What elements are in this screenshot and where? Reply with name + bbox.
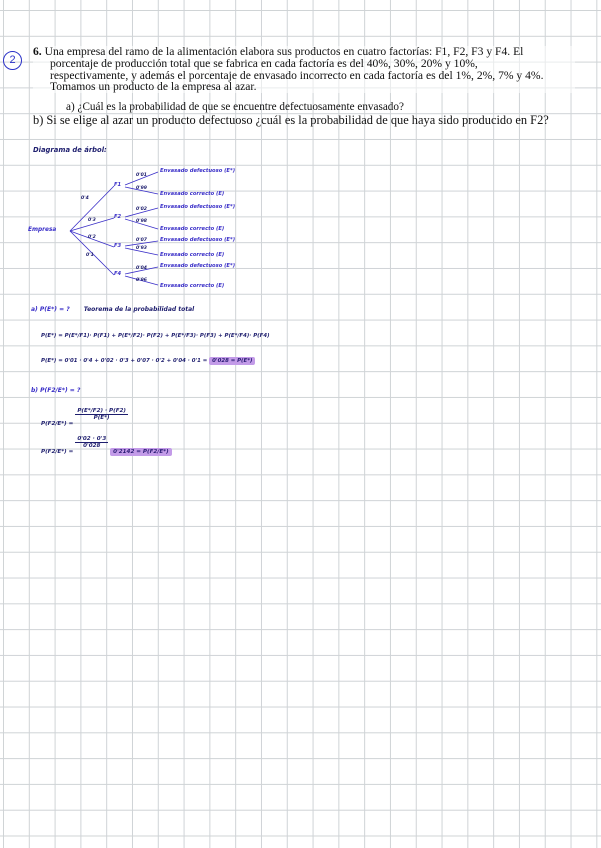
factory-f1: F1 [114,182,122,188]
question-number-circle: 2 [3,51,22,70]
branch-p-f2: 0'3 [88,218,96,223]
part-a-note: Teorema de la probabilidad total [83,306,195,313]
ok-p-f2: 0'98 [136,219,147,224]
part-b-label: b) P(F2/E*) = ? [31,387,81,394]
problem-line-3: respectivamente, y además el porcentaje de envasado incorrecto en cada factoría es del 1%, 2%, 7% y 4%. [50,68,544,82]
ok-p-f1: 0'99 [136,186,147,191]
leaf-4: Envasado correcto (E) [160,226,225,232]
factory-f3: F3 [114,243,122,249]
tree-root: Empresa [28,227,57,233]
defect-p-f2: 0'02 [136,207,147,212]
problem-line-2: porcentaje de producción total que se fabrica en cada factoría es del 40%, 30%, 20% y 10%, [50,56,478,70]
problem-statement [33,46,575,93]
bayes-lhs: P(F2/E*) = [41,421,74,427]
defect-p-f3: 0'07 [136,238,147,243]
result-a-highlight: 0'028 = P(E*) [209,357,255,365]
defect-p-f1: 0'01 [136,173,147,178]
defect-p-f4: 0'04 [136,266,147,271]
question-a: a) ¿Cuál es la probabilidad de que se encuentre defectuosamente envasado? [66,101,404,113]
leaf-1: Envasado defectuoso (E*) [160,168,236,174]
branch-p-f3: 0'2 [88,235,96,240]
bayes-numerator: P(E*/F2) · P(F2) [77,408,126,414]
ok-p-f3: 0'93 [136,246,147,251]
bayes-calculation [41,436,172,455]
factory-f4: F4 [114,271,122,277]
problem-number: 6. [33,45,42,58]
question-b: b) Si se elige al azar un producto defectuoso ¿cuál es la probabilidad de que haya sido producido en F2? [33,113,549,127]
factory-f2: F2 [114,214,122,220]
ok-p-f4: 0'96 [136,278,147,283]
calc-b-fraction [75,436,108,449]
leaf-6: Envasado correcto (E) [160,252,225,258]
problem-line-4: Tomamos un producto de la empresa al azar. [50,80,257,94]
calc-a-expression: P(E*) = 0'01 · 0'4 + 0'02 · 0'3 + 0'07 · 0'2 + 0'04 · 0'1 = [41,358,208,364]
bayes-fraction [75,408,128,421]
part-a-label: a) P(E*) = ? [31,306,70,313]
calc-b-lhs: P(F2/E*) = [41,449,74,455]
part-a-heading [31,306,194,313]
leaf-5: Envasado defectuoso (E*) [160,237,236,243]
bayes-denominator: P(E*) [93,415,110,421]
total-probability-calculation [41,358,255,364]
calc-b-denominator: 0'028 [83,443,101,449]
leaf-3: Envasado defectuoso (E*) [160,204,236,210]
problem-line-1: Una empresa del ramo de la alimentación elabora sus productos en cuatro factorías: F1, F2, F3 y F4. El [44,45,524,58]
total-probability-formula: P(E*) = P(E*/F1)· P(F1) + P(E*/F2)· P(F2) + P(E*/F3)· P(F3) + P(E*/F4)· P(F4) [41,333,270,339]
bayes-formula [41,408,128,427]
calc-b-numerator: 0'02 · 0'3 [77,436,107,442]
diagram-title: Diagrama de árbol: [33,146,107,154]
branch-p-f4: 0'1 [86,253,94,258]
probability-tree [28,163,328,298]
leaf-7: Envasado defectuoso (E*) [160,263,236,269]
leaf-2: Envasado correcto (E) [160,191,225,197]
branch-p-f1: 0'4 [81,196,89,201]
result-b-highlight: 0'2142 = P(F2/E*) [110,448,171,456]
leaf-8: Envasado correcto (E) [160,283,225,289]
